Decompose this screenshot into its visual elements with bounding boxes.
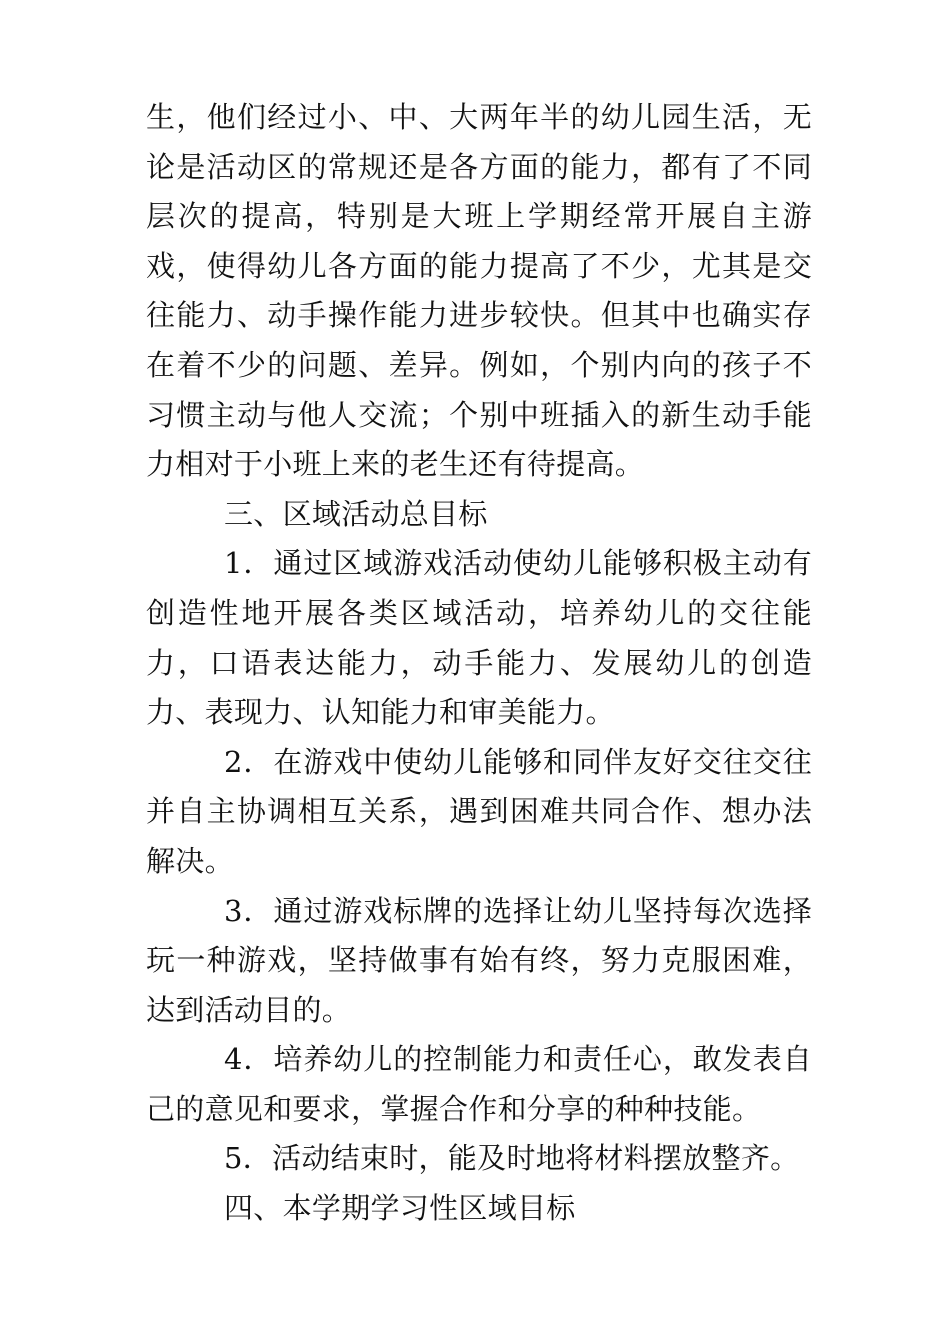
section-heading-3: 三、区域活动总目标	[224, 496, 488, 531]
document-body	[146, 93, 812, 1234]
goal-item-4: 4．培养幼儿的控制能力和责任心，敢发表自己的意见和要求，掌握合作和分享的种种技能。	[146, 1042, 812, 1126]
goal-item-3: 3．通过游戏标牌的选择让幼儿坚持每次选择玩一种游戏，坚持做事有始有终，努力克服困难，达到活动目的。	[146, 893, 812, 1027]
goal-item-2: 2．在游戏中使幼儿能够和同伴友好交往交往并自主协调相互关系，遇到困难共同合作、想办法解决。	[146, 744, 812, 878]
goal-item-5: 5．活动结束时，能及时地将材料摆放整齐。	[224, 1141, 800, 1176]
goal-item-1: 1．通过区域游戏活动使幼儿能够积极主动有创造性地开展各类区域活动，培养幼儿的交往能力，口语表达能力，动手能力、发展幼儿的创造力、表现力、认知能力和审美能力。	[146, 546, 812, 730]
paragraph-intro: 生，他们经过小、中、大两年半的幼儿园生活，无论是活动区的常规还是各方面的能力，都有了不同层次的提高，特别是大班上学期经常开展自主游戏，使得幼儿各方面的能力提高了不少，尤其是交往能力、动手操作能力进步较快。但其中也确实存在着不少的问题、差异。例如，个别内向的孩子不习惯主动与他人交流；个别中班插入的新生动手能力相对于小班上来的老生还有待提高。	[146, 100, 812, 482]
section-heading-4: 四、本学期学习性区域目标	[224, 1191, 576, 1226]
